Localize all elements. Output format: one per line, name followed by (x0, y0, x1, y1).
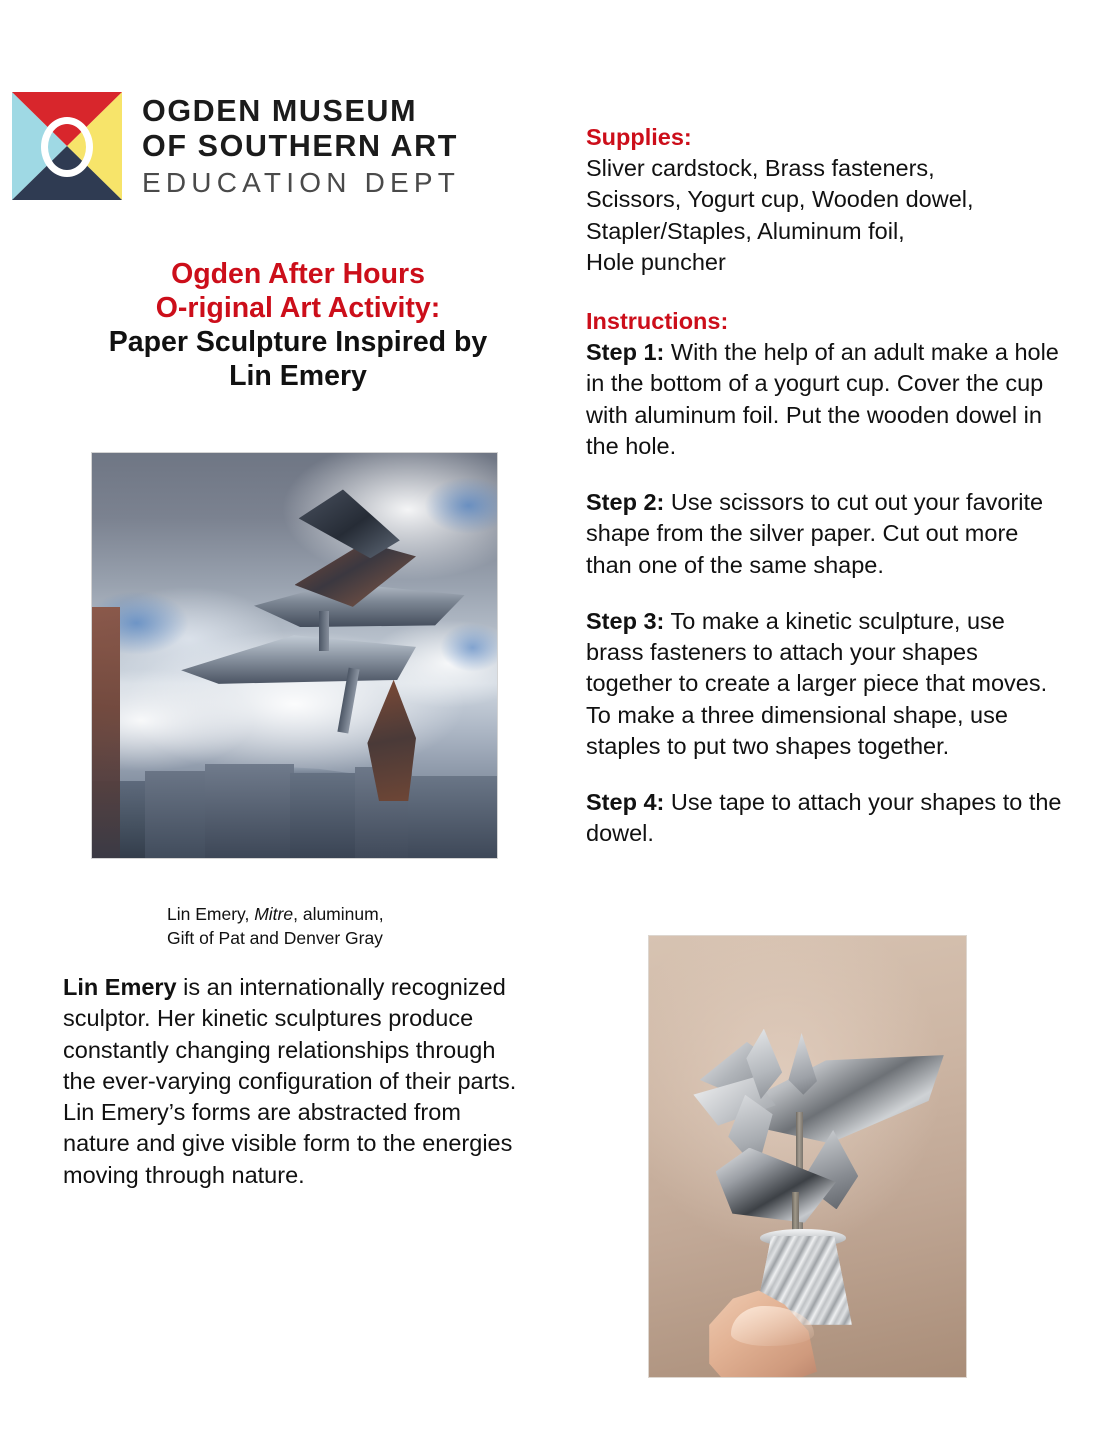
supplies-list (586, 153, 1066, 278)
sky-blue-patch-right (440, 623, 498, 672)
instruction-step (586, 606, 1066, 762)
instruction-step (586, 787, 1066, 850)
page-title (58, 258, 538, 394)
sky-blue-patch-top-right (424, 477, 498, 534)
instructions-section (586, 306, 1066, 850)
artist-bio (63, 972, 533, 1191)
museum-logo (12, 92, 460, 200)
caption-work-title: Mitre (254, 904, 294, 924)
step-text: Use scissors to cut out your favorite shape from the silver paper. Cut out more than one of the same shape. (586, 489, 1044, 578)
title-line-1: Ogden After Hours (171, 258, 425, 290)
logo-circle-icon (41, 117, 93, 177)
craft-example-photo (648, 935, 967, 1378)
logo-wordmark (142, 93, 461, 198)
title-line-2: O-riginal Art Activity: (155, 291, 441, 324)
supplies-heading: Supplies: (586, 124, 692, 150)
caption-artist: Lin Emery, (167, 904, 250, 924)
caption-credit: Gift of Pat and Denver Gray (167, 928, 383, 949)
building-4 (290, 773, 359, 858)
ogden-logo-mark (12, 92, 122, 200)
title-line-3: Paper Sculpture Inspired by (108, 325, 488, 358)
sculpture-stem-upper (319, 611, 329, 652)
step-text: Use tape to attach your shapes to the dowel. (586, 789, 1062, 847)
artwork-caption (167, 902, 507, 950)
left-brick-pillar (92, 607, 120, 858)
step-label: Step 3: (586, 607, 665, 634)
instructions-heading: Instructions: (586, 308, 729, 334)
logo-line-1: OGDEN MUSEUM (142, 93, 418, 128)
instruction-step (586, 487, 1066, 581)
step-text: To make a kinetic sculpture, use brass fasteners to attach your shapes together to create a larger piece that moves. To make a three dimensional shape, use staples to put two shapes together. (586, 607, 1048, 759)
supplies-line: Stapler/Staples, Aluminum foil, (586, 217, 905, 244)
supplies-line: Sliver cardstock, Brass fasteners, (586, 155, 935, 182)
building-6 (408, 776, 497, 858)
supplies-line: Scissors, Yogurt cup, Wooden dowel, (586, 186, 974, 213)
supplies-line: Hole puncher (586, 248, 726, 275)
supplies-section (586, 122, 1066, 278)
building-2 (145, 771, 210, 858)
step-label: Step 4: (586, 789, 665, 816)
step-label: Step 1: (586, 339, 665, 366)
logo-line-3: EDUCATION DEPT (142, 166, 461, 198)
instruction-step (586, 337, 1066, 462)
step-text: With the help of an adult make a hole in the bottom of a yogurt cup. Cover the cup with aluminum foil. Put the wooden dowel in the hole. (586, 339, 1059, 459)
city-skyline (92, 749, 497, 858)
step-label: Step 2: (586, 489, 665, 516)
bio-artist-name: Lin Emery (63, 974, 177, 1000)
logo-line-2: OF SOUTHERN ART (142, 129, 458, 163)
bio-text: is an internationally recognized sculptor. Her kinetic sculptures produce constantly changing relationships through the ever-varying configuration of their parts. Lin Emery’s forms are abstracted from nature and give visible form to the energies moving through nature. (63, 974, 517, 1188)
artwork-photo (91, 452, 498, 859)
caption-medium: , aluminum, (293, 904, 384, 924)
title-line-4: Lin Emery (229, 359, 367, 392)
building-3 (205, 764, 294, 858)
